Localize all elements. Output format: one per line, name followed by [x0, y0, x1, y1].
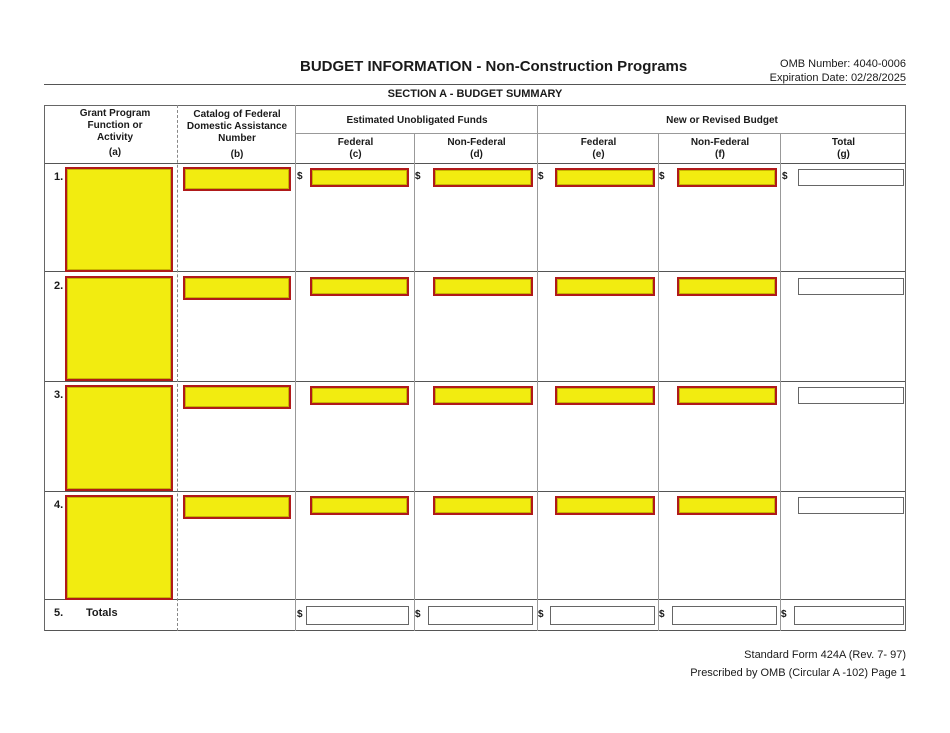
row-3-col-f-field[interactable] [677, 386, 777, 405]
row-3-bottom-border [44, 491, 906, 492]
col-a-header [72, 108, 158, 159]
row-4-activity-field[interactable] [65, 495, 173, 600]
totals-row-label: Totals [86, 607, 118, 619]
totals-col-d-currency: $ [415, 609, 421, 620]
col-d-code: (d) [470, 149, 483, 160]
table-left-border [44, 105, 45, 631]
row-1-col-e-currency: $ [538, 171, 544, 182]
table-right-border [905, 105, 906, 631]
section-title: SECTION A - BUDGET SUMMARY [387, 88, 563, 100]
row-2-col-f-field[interactable] [677, 277, 777, 296]
totals-col-d-field[interactable] [428, 606, 533, 625]
totals-col-c-field[interactable] [306, 606, 409, 625]
col-b-divider [295, 105, 296, 631]
row-1-cfda-field[interactable] [183, 167, 291, 191]
row-1-col-e-field[interactable] [555, 168, 655, 187]
totals-row-number: 5. [54, 607, 64, 619]
col-c-code: (c) [349, 149, 362, 160]
col-c-header [296, 137, 415, 161]
row-3-col-e-field[interactable] [555, 386, 655, 405]
row-1-activity-field[interactable] [65, 167, 173, 272]
totals-col-e-field[interactable] [550, 606, 655, 625]
col-d-header [415, 137, 538, 161]
col-c-divider [414, 133, 415, 631]
row-1-col-d-field[interactable] [433, 168, 533, 187]
col-c-label: Federal [337, 137, 374, 148]
col-e-divider [658, 133, 659, 631]
row-4-col-g-field[interactable] [798, 497, 904, 514]
row-3-col-d-field[interactable] [433, 386, 533, 405]
row-4-col-e-field[interactable] [555, 496, 655, 515]
row-2-col-c-field[interactable] [310, 277, 409, 296]
col-g-label: Total [831, 137, 856, 148]
col-e-label: Federal [580, 137, 617, 148]
col-a-divider [177, 105, 178, 631]
col-b-label: Catalog of Federal Domestic Assistance Number [186, 109, 288, 144]
row-1-col-c-field[interactable] [310, 168, 409, 187]
row-3-activity-field[interactable] [65, 385, 173, 491]
col-a-label: Grant Program Function or Activity [79, 108, 151, 143]
col-f-code: (f) [715, 149, 725, 160]
totals-col-e-currency: $ [538, 609, 544, 620]
group-new-header: New or Revised Budget [666, 115, 778, 126]
col-f-label: Non-Federal [690, 137, 750, 148]
row-1-number: 1. [54, 171, 64, 183]
row-3-number: 3. [54, 389, 64, 401]
group-estimated-header: Estimated Unobligated Funds [346, 115, 488, 126]
row-1-col-g-currency: $ [782, 171, 788, 182]
row-3-cfda-field[interactable] [183, 385, 291, 409]
totals-col-g-field[interactable] [794, 606, 904, 625]
row-2-col-g-field[interactable] [798, 278, 904, 295]
col-b-code: (b) [230, 149, 244, 160]
col-d-divider [537, 105, 538, 631]
row-1-col-f-field[interactable] [677, 168, 777, 187]
totals-col-c-currency: $ [297, 609, 303, 620]
col-b-header [178, 109, 296, 161]
expiration-date: Expiration Date: 02/28/2025 [769, 72, 906, 84]
header-bottom-border [44, 163, 906, 164]
row-3-col-c-field[interactable] [310, 386, 409, 405]
totals-col-f-currency: $ [659, 609, 665, 620]
group-header-divider [296, 133, 906, 134]
row-1-col-g-field[interactable] [798, 169, 904, 186]
row-2-number: 2. [54, 280, 64, 292]
row-3-col-g-field[interactable] [798, 387, 904, 404]
row-4-bottom-border [44, 599, 906, 600]
col-f-divider [780, 133, 781, 631]
row-4-col-d-field[interactable] [433, 496, 533, 515]
form-footer [690, 646, 906, 682]
totals-col-g-currency: $ [781, 609, 787, 620]
row-4-cfda-field[interactable] [183, 495, 291, 519]
table-bottom-border [44, 630, 906, 631]
form-title: BUDGET INFORMATION - Non-Construction Programs [300, 58, 688, 75]
col-g-code: (g) [837, 149, 850, 160]
row-1-col-f-currency: $ [659, 171, 665, 182]
budget-summary-table [44, 105, 906, 631]
col-a-code: (a) [108, 147, 122, 158]
col-d-label: Non-Federal [447, 137, 506, 148]
row-1-col-c-currency: $ [297, 171, 303, 182]
form-number: Standard Form 424A (Rev. 7- 97) [744, 649, 906, 661]
col-f-header [659, 137, 781, 161]
row-2-col-d-field[interactable] [433, 277, 533, 296]
row-2-col-e-field[interactable] [555, 277, 655, 296]
row-2-bottom-border [44, 381, 906, 382]
col-g-header [781, 137, 906, 161]
row-1-col-d-currency: $ [415, 171, 421, 182]
omb-number: OMB Number: 4040-0006 [780, 58, 906, 70]
row-2-activity-field[interactable] [65, 276, 173, 381]
omb-info [770, 57, 906, 85]
prescribed-by: Prescribed by OMB (Circular A -102) Page 1 [690, 667, 906, 679]
row-2-cfda-field[interactable] [183, 276, 291, 300]
col-e-code: (e) [592, 149, 605, 160]
table-top-border [44, 105, 906, 106]
row-4-col-c-field[interactable] [310, 496, 409, 515]
row-4-col-f-field[interactable] [677, 496, 777, 515]
totals-col-f-field[interactable] [672, 606, 777, 625]
row-4-number: 4. [54, 499, 64, 511]
row-1-bottom-border [44, 271, 906, 272]
col-e-header [538, 137, 659, 161]
header-divider [44, 84, 906, 85]
